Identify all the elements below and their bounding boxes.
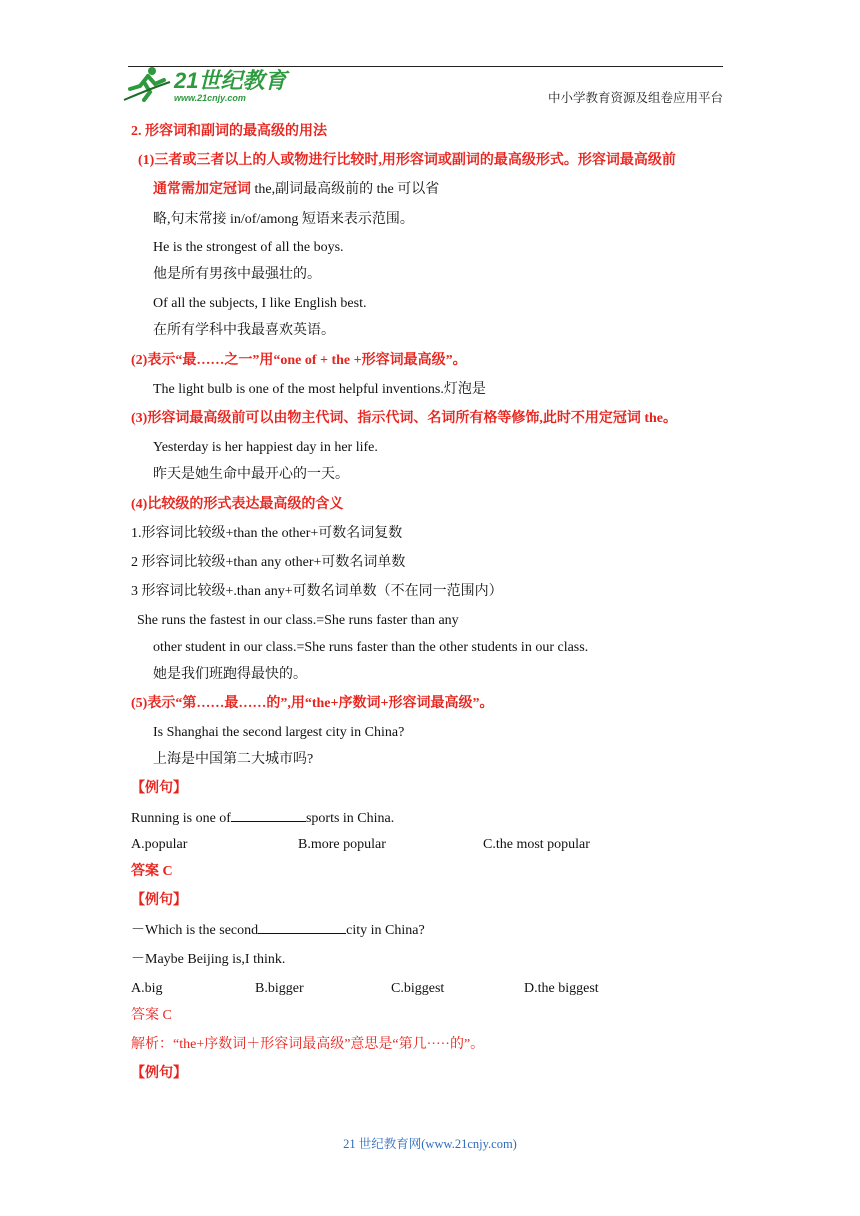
line-suffix: city in China? [346, 923, 425, 938]
text-line [153, 666, 307, 684]
text-line [131, 863, 173, 881]
text-line [153, 266, 321, 284]
line-text: C.biggest [391, 981, 445, 996]
line-text: 【例句】 [131, 893, 187, 908]
text-line [131, 123, 327, 141]
line-text: The light bulb is one of the most helpful inventions.灯泡是 [153, 382, 486, 397]
text-line [131, 892, 187, 910]
line-text: 1.形容词比较级+than the other+可数名词复数 [131, 526, 403, 541]
line-text: D.the biggest [524, 981, 599, 996]
line-text: She runs the fastest in our class.=She runs faster than any [137, 613, 459, 628]
text-line [153, 439, 378, 457]
text-line [131, 1065, 187, 1083]
line-text: 【例句】 [131, 1066, 187, 1081]
text-line [131, 410, 677, 428]
text-line [298, 836, 386, 854]
runner-logo-icon [122, 62, 292, 104]
text-line [153, 751, 313, 769]
text-line [138, 152, 676, 170]
line-text: 上海是中国第二大城市吗? [153, 752, 314, 767]
line-text: 在所有学科中我最喜欢英语。 [153, 323, 335, 338]
text-line [153, 466, 349, 484]
text-line [153, 639, 588, 657]
text-line [153, 239, 344, 257]
text-line [131, 780, 187, 798]
line-text: He is the strongest of all the boys. [153, 240, 344, 255]
text-line [131, 583, 503, 601]
line-text: 她是我们班跑得最快的。 [153, 667, 307, 682]
text-line [131, 809, 394, 828]
line-text: 2 形容词比较级+than any other+可数名词单数 [131, 555, 406, 570]
line-text: 【例句】 [131, 781, 187, 796]
line-text: 3 形容词比较级+.than any+可数名词单数（不在同一范围内） [131, 584, 503, 599]
answer-blank[interactable] [231, 809, 306, 822]
text-line [153, 211, 414, 229]
header-platform-text: 中小学教育资源及组卷应用平台 [548, 91, 724, 105]
line-suffix: sports in China. [305, 811, 395, 826]
answer-blank[interactable] [258, 921, 346, 934]
text-line [391, 980, 444, 998]
line-text: Is Shanghai the second largest city in China? [153, 725, 405, 740]
line-text: (2)表示“最……之一”用“one of + the +形容词最高级”。 [131, 353, 467, 368]
line-text: 解析：“the+序数词＋形容词最高级”意思是“第几·····的”。 [131, 1037, 485, 1052]
line-text: (4)比较级的形式表达最高级的含义 [131, 497, 344, 512]
line-text: B.bigger [255, 981, 304, 996]
line-text: (5)表示“第……最……的”,用“the+序数词+形容词最高级”。 [131, 696, 494, 711]
text-line [131, 496, 343, 514]
text-line [131, 1036, 484, 1054]
svg-text:21世纪教育: 21世纪教育 [174, 68, 287, 93]
line-suffix: the,副词最高级前的 the 可以省 [251, 182, 440, 197]
line-text: －Maybe Beijing is,I think. [131, 952, 286, 967]
line-text: C.the most popular [483, 837, 590, 852]
text-line [131, 980, 163, 998]
site-logo[interactable] [122, 62, 292, 104]
text-line [483, 836, 590, 854]
line-text: 答案 C [131, 1008, 172, 1023]
line-text: 昨天是她生命中最开心的一天。 [153, 467, 349, 482]
text-line [131, 921, 425, 940]
text-line [153, 381, 486, 399]
footer-link[interactable]: 21 世纪教育网(www.21cnjy.com) [343, 1137, 517, 1151]
svg-text:www.21cnjy.com: www.21cnjy.com [174, 93, 246, 103]
line-text: Of all the subjects, I like English best. [153, 296, 367, 311]
line-text: 答案 C [131, 864, 173, 879]
text-line [131, 695, 493, 713]
line-text: －Which is the second [131, 923, 259, 938]
line-text: other student in our class.=She runs faster than the other students in our class. [153, 640, 589, 655]
text-line [131, 951, 285, 969]
line-text: A.popular [131, 837, 188, 852]
line-text: 他是所有男孩中最强壮的。 [153, 267, 321, 282]
text-line [137, 612, 459, 630]
text-line [131, 525, 402, 543]
text-line [131, 1007, 172, 1025]
line-text: Yesterday is her happiest day in her life. [153, 440, 378, 455]
text-line [524, 980, 599, 998]
text-line [153, 295, 366, 313]
line-text: 2. 形容词和副词的最高级的用法 [131, 124, 327, 139]
text-line [153, 322, 335, 340]
line-text: (3)形容词最高级前可以由物主代词、指示代词、名词所有格等修饰,此时不用定冠词 the。 [131, 411, 677, 426]
line-text: (1)三者或三者以上的人或物进行比较时,用形容词或副词的最高级形式。形容词最高级前 [138, 153, 676, 168]
line-text: 通常需加定冠词 [153, 182, 251, 197]
text-line [131, 352, 467, 370]
line-text: B.more popular [298, 837, 386, 852]
text-line [153, 724, 404, 742]
text-line [153, 181, 439, 199]
text-line [131, 554, 405, 572]
line-text: A.big [131, 981, 163, 996]
line-text: 略,句末常接 in/of/among 短语来表示范围。 [153, 212, 414, 227]
line-text: Running is one of [131, 811, 231, 826]
text-line [255, 980, 304, 998]
text-line [131, 836, 187, 854]
